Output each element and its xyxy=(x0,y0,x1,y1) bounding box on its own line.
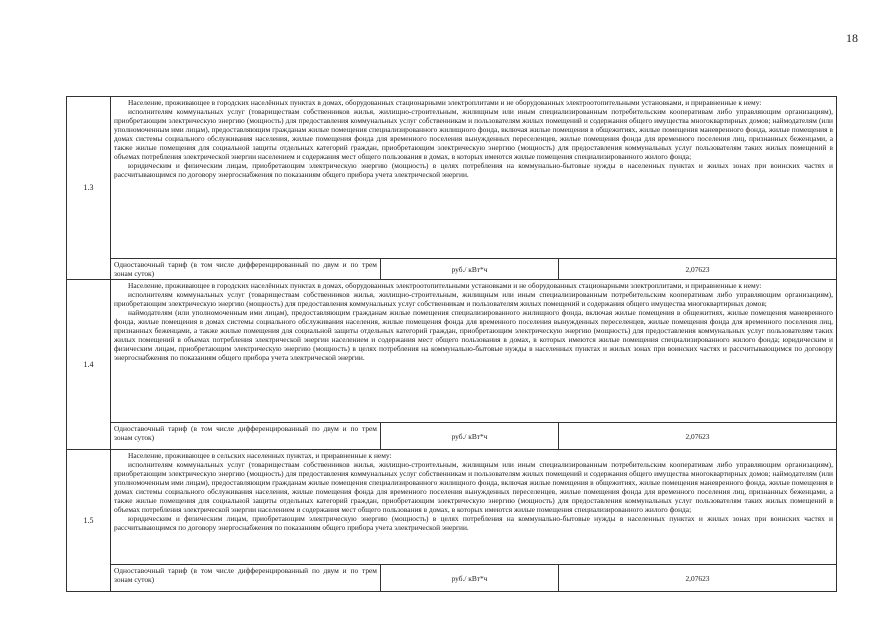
section-description xyxy=(111,450,837,565)
section-description xyxy=(111,97,837,259)
section-paragraph: исполнителям коммунальных услуг (товариществам собственников жилья, жилищно-строительным, жилищным или иным специализированным потребительским кооперативам либо управляющим организациям), приобретающим электрическую энергию (мощность) для предоставления коммунальных услуг собственникам и пользователям жилых помещений и содержания общего имущества многоквартирных домов; xyxy=(114,290,833,309)
section-paragraph: исполнителям коммунальных услуг (товариществам собственников жилья, жилищно-строительным, жилищным или иным специализированным потребительским кооперативам либо управляющим организациям), приобретающим электрическую энергию (мощность) для предоставления коммунальных услуг собственникам и пользователям жилых помещений и содержания общего имущества многоквартирных домов; наймодателям (или уполномоченным ими лицам), предоставляющим гражданам жилые помещения специализированного жилищного фонда, включая жилые помещения в общежитиях, жилые помещения маневренного фонда, жилые помещения в домах системы социального обслуживания населения, жилые помещения фонда для временного поселения вынужденных переселенцев, жилые помещения фонда для временного поселения лиц, признанных беженцами, а также жилые помещения для социальной защиты отдельных категорий граждан, приобретающим электрическую энергию (мощность) для предоставления коммунальных услуг пользователям таких жилых помещений в объемах потребления электрической энергии населением и содержания мест общего пользования в домах, в которых имеются жилые помещения специализированного жилого фонда; xyxy=(114,107,833,162)
tariff-name: Одноставочный тариф (в том числе дифференцированный по двум и по трем зонам суток) xyxy=(111,565,381,592)
section-row-1-3 xyxy=(67,97,837,259)
section-description xyxy=(111,280,837,423)
section-paragraph: Население, проживающее в сельских населенных пунктах, и приравненные к нему: xyxy=(128,451,392,461)
tariff-unit: руб./ кВт*ч xyxy=(381,565,559,592)
page-number: 18 xyxy=(846,31,858,45)
tariff-value: 2,07623 xyxy=(559,259,837,280)
tariff-unit: руб./ кВт*ч xyxy=(381,259,559,280)
tariff-table xyxy=(66,96,837,592)
section-paragraph: Население, проживающее в городских населённых пунктах в домах, оборудованных электроотопительными установками и не оборудованных стационарными электроплитами, и приравненные к нему: xyxy=(128,281,762,291)
tariff-row-1-3 xyxy=(67,259,837,280)
tariff-name: Одноставочный тариф (в том числе дифференцированный по двум и по трем зонам суток) xyxy=(111,423,381,450)
section-paragraph: юридическим и физическим лицам, приобретающим электрическую энергию (мощность) в целях потребления на коммунально-бытовые нужды в населенных пунктах и жилых зонах при воинских частях и рассчитывающимся по договору энергоснабжения по показаниям общего прибора учета электрической энергии. xyxy=(114,161,833,180)
tariff-row-1-4 xyxy=(67,423,837,450)
tariff-value: 2,07623 xyxy=(559,565,837,592)
section-paragraph: Население, проживающее в городских населённых пунктах в домах, оборудованных стационарными электроплитами и не оборудованных электроотопительными установками, и приравненные к нему: xyxy=(128,98,762,107)
row-number: 1.4 xyxy=(67,280,111,450)
tariff-name: Одноставочный тариф (в том числе дифференцированный по двум и по трем зонам суток) xyxy=(111,259,381,280)
section-paragraph: наймодателям (или уполномоченным ими лицам), предоставляющим гражданам жилые помещения специализированного жилищного фонда, включая жилые помещения в общежитиях, жилые помещения маневренного фонда, жилые помещения в домах системы социального обслуживания населения, жилые помещения фонда для временного поселения вынужденных переселенцев, жилые помещения фонда для временного поселения лиц, признанных беженцами, а также жилые помещения для социальной защиты отдельных категорий граждан, приобретающим электрическую энергию (мощность) для предоставления коммунальных услуг пользователям таких жилых помещений в объемах потребления электрической энергии населением и содержания мест общего пользования в домах, в которых имеются жилые помещения специализированного жилого фонда; юридическим и физическим лицам, приобретающим электрическую энергию (мощность) в целях потребления на коммунально-бытовые нужды в населенных пунктах и жилых зонах при воинских частях и рассчитывающимся по договору энергоснабжения по показаниям общего прибора учета электрической энергии. xyxy=(114,308,833,363)
tariff-unit: руб./ кВт*ч xyxy=(381,423,559,450)
row-number: 1.3 xyxy=(67,97,111,280)
tariff-value: 2,07623 xyxy=(559,423,837,450)
tariff-row-1-5 xyxy=(67,565,837,592)
section-row-1-4 xyxy=(67,280,837,423)
section-paragraph: исполнителям коммунальных услуг (товариществам собственников жилья, жилищно-строительным, жилищным или иным специализированным потребительским кооперативам либо управляющим организациям), приобретающим электрическую энергию (мощность) для предоставления коммунальных услуг собственникам и пользователям жилых помещений и содержания общего имущества многоквартирных домов; наймодателям (или уполномоченным ими лицам), предоставляющим гражданам жилые помещения специализированного жилищного фонда, включая жилые помещения в общежитиях, жилые помещения маневренного фонда, жилые помещения в домах системы социального обслуживания населения, жилые помещения фонда для временного поселения вынужденных переселенцев, жилые помещения фонда для временного поселения лиц, признанных беженцами, а также жилые помещения для социальной защиты отдельных категорий граждан, приобретающим электрическую энергию (мощность) для предоставления коммунальных услуг пользователям таких жилых помещений в объемах потребления электрической энергии населением и содержания мест общего пользования в домах, в которых имеются жилые помещения специализированного жилого фонда; xyxy=(114,460,833,515)
section-row-1-5 xyxy=(67,450,837,565)
row-number: 1.5 xyxy=(67,450,111,592)
section-paragraph: юридическим и физическим лицам, приобретающим электрическую энергию (мощность) в целях потребления на коммунально-бытовые нужды в населенных пунктах и жилых зонах при воинских частях и рассчитывающимся по договору энергоснабжения по показаниям общего прибора учета электрической энергии. xyxy=(114,514,833,533)
